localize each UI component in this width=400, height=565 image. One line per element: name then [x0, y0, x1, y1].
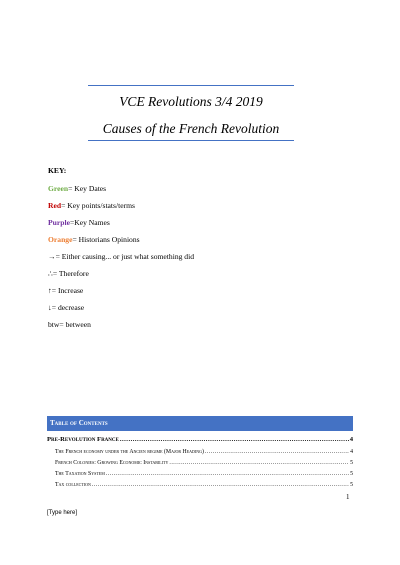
document-title: VCE Revolutions 3/4 2019 [119, 94, 263, 109]
toc-entry-label: Pre-Revolution France [47, 436, 119, 443]
key-item-green [48, 184, 106, 194]
key-heading: KEY: [48, 166, 67, 175]
toc-entry-page: 4 [350, 449, 353, 455]
toc-entry-label: The Taxation System [55, 471, 105, 477]
key-item-orange [48, 235, 140, 245]
toc-header [47, 416, 353, 431]
key-item-purple [48, 218, 110, 228]
key-item-causing [48, 252, 194, 262]
toc-entry-page: 4 [349, 436, 353, 443]
key-keyword-orange: Orange [48, 235, 73, 244]
toc-entry[interactable] [55, 448, 353, 456]
key-description: = decrease [51, 303, 85, 312]
toc-leader [92, 481, 349, 489]
page-number: 1 [346, 493, 350, 501]
key-item-red [48, 201, 135, 211]
toc-heading: Table of Contents [50, 419, 108, 427]
down-arrow-icon: ↓ [48, 303, 52, 312]
document-subtitle: Causes of the French Revolution [102, 121, 280, 136]
footer-placeholder[interactable]: [Type here] [47, 510, 78, 516]
key-abbreviation: btw [48, 320, 60, 329]
toc-entry-page: 5 [350, 482, 353, 488]
key-description: = Increase [51, 286, 84, 295]
title-bottom-rule [88, 140, 294, 141]
key-keyword-green: Green [48, 184, 69, 193]
key-item-therefore [48, 269, 89, 279]
key-description: = Key points/stats/terms [61, 201, 135, 210]
key-item-between [48, 320, 91, 330]
key-description: = between [59, 320, 91, 329]
toc-leader [120, 436, 349, 444]
therefore-icon: ∴ [48, 269, 53, 278]
toc-entry-page: 5 [350, 460, 353, 466]
key-keyword-purple: Purple [48, 218, 70, 227]
key-keyword-red: Red [48, 201, 62, 210]
key-description: =Key Names [69, 218, 110, 227]
toc-leader [106, 470, 349, 478]
right-arrow-icon: → [48, 252, 56, 261]
key-item-decrease [48, 303, 84, 313]
toc-entry-label: Tax collection [55, 482, 91, 488]
toc-entry-label: The French economy under the Ancien regime (Major Heading) [55, 449, 204, 455]
key-description: = Historians Opinions [72, 235, 140, 244]
toc-entry[interactable] [55, 459, 353, 467]
key-description: = Either causing... or just what something did [55, 252, 195, 261]
toc-entry[interactable] [55, 470, 353, 478]
toc-entry-label: French Colonies: Growing Economic Instability [55, 460, 169, 466]
toc-leader [169, 459, 349, 467]
toc-entry-page: 5 [350, 471, 353, 477]
key-description: = Therefore [52, 269, 89, 278]
key-description: = Key Dates [68, 184, 107, 193]
toc-entry[interactable] [55, 481, 353, 489]
up-arrow-icon: ↑ [48, 286, 52, 295]
key-item-increase [48, 286, 83, 296]
title-top-rule [88, 85, 294, 86]
toc-entry[interactable] [47, 436, 353, 444]
toc-leader [205, 448, 349, 456]
